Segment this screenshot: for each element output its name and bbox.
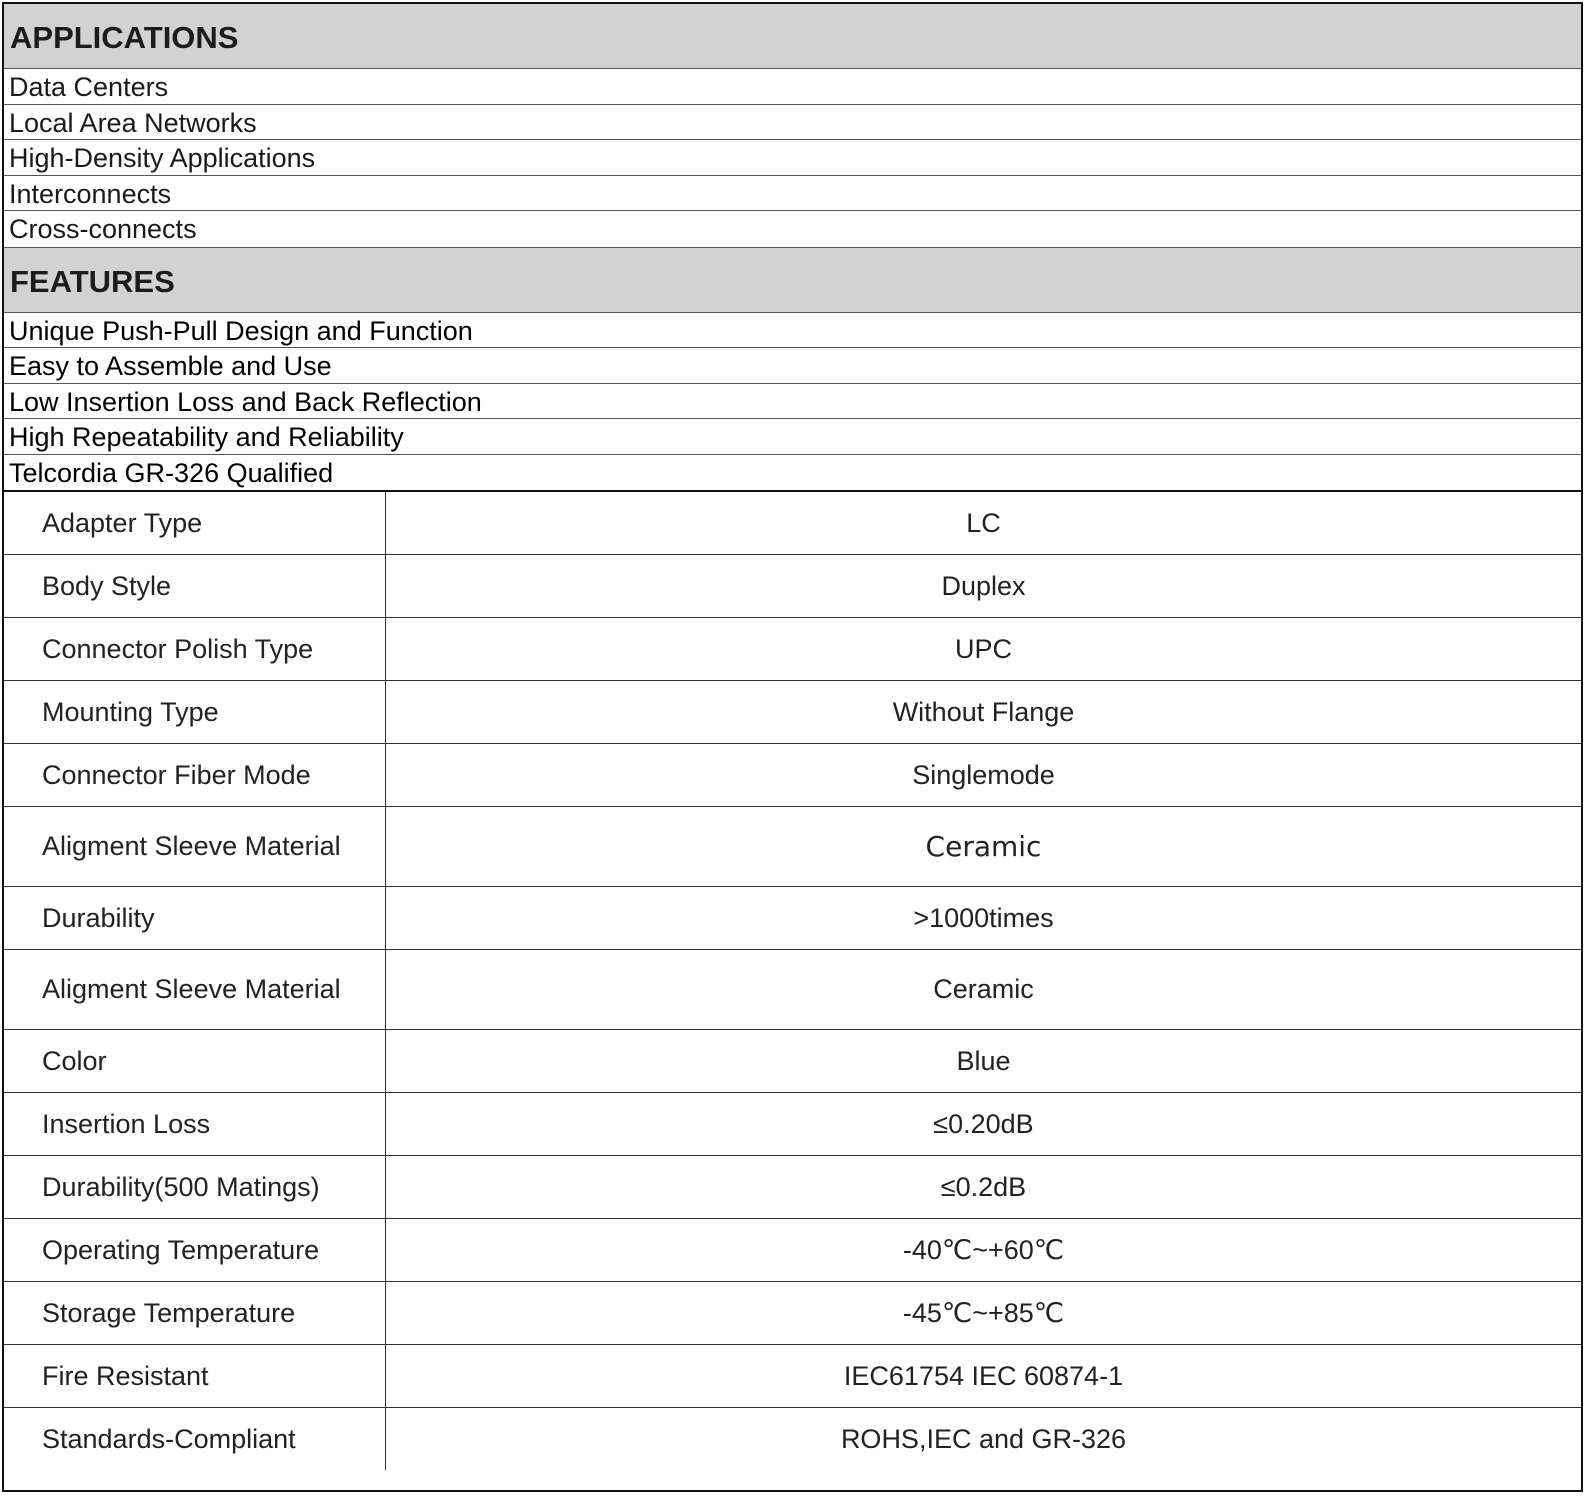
- spec-value: Ceramic: [925, 830, 1042, 863]
- table-row: [4, 681, 1581, 744]
- spec-label: Adapter Type: [4, 492, 386, 554]
- features-list: [4, 313, 1581, 491]
- spec-value: UPC: [954, 633, 1012, 664]
- spec-value: >1000times: [913, 902, 1054, 933]
- spec-value: IEC61754 IEC 60874-1: [843, 1360, 1124, 1391]
- spec-label: Insertion Loss: [4, 1093, 386, 1155]
- spec-value: ≤0.20dB: [933, 1108, 1034, 1139]
- list-item: Interconnects: [4, 176, 1581, 212]
- list-item: Telcordia GR-326 Qualified: [9, 457, 334, 488]
- list-item: Data Centers: [4, 69, 1581, 105]
- table-row: [4, 807, 1581, 887]
- list-item: Local Area Networks: [4, 105, 1581, 141]
- table-row: [4, 492, 1581, 555]
- table-row: [4, 1156, 1581, 1219]
- spec-label: Fire Resistant: [4, 1345, 386, 1407]
- features-heading: FEATURES: [4, 247, 1581, 313]
- table-row: [4, 887, 1581, 950]
- list-item: High Repeatability and Reliability: [4, 419, 1581, 455]
- spec-label: Aligment Sleeve Material: [4, 807, 386, 886]
- spec-value: Duplex: [941, 570, 1026, 601]
- spec-label: Connector Fiber Mode: [4, 744, 386, 806]
- spec-table: [4, 490, 1581, 1470]
- table-row: [4, 1219, 1581, 1282]
- spec-label: Body Style: [4, 555, 386, 617]
- list-item: High-Density Applications: [4, 140, 1581, 176]
- spec-value: Ceramic: [933, 974, 1034, 1004]
- spec-label: Storage Temperature: [4, 1282, 386, 1344]
- spec-value: ≤0.2dB: [940, 1171, 1027, 1202]
- list-item: Cross-connects: [9, 214, 197, 244]
- table-row: [4, 555, 1581, 618]
- table-row: [4, 1408, 1581, 1470]
- table-row: [4, 1030, 1581, 1093]
- spec-value: -40℃~+60℃: [902, 1234, 1065, 1265]
- table-row: [4, 618, 1581, 681]
- spec-label: Operating Temperature: [4, 1219, 386, 1281]
- spec-label: Mounting Type: [4, 681, 386, 743]
- table-row: [4, 950, 1581, 1030]
- list-item: Easy to Assemble and Use: [4, 348, 1581, 384]
- spec-value: LC: [966, 507, 1001, 538]
- spec-label: Durability(500 Matings): [4, 1156, 386, 1218]
- applications-list: [4, 69, 1581, 247]
- spec-value: Blue: [956, 1045, 1011, 1076]
- spec-value: Without Flange: [892, 696, 1075, 727]
- spec-label: Aligment Sleeve Material: [4, 950, 386, 1029]
- spec-sheet: [2, 2, 1583, 1492]
- spec-value: -45℃~+85℃: [902, 1297, 1065, 1328]
- spec-label: Standards-Compliant: [4, 1408, 386, 1470]
- spec-value: Singlemode: [912, 759, 1055, 790]
- spec-value: ROHS,IEC and GR-326: [840, 1423, 1127, 1454]
- list-item: Low Insertion Loss and Back Reflection: [4, 384, 1581, 420]
- table-row: [4, 1345, 1581, 1408]
- spec-label: Connector Polish Type: [4, 618, 386, 680]
- spec-label: Color: [4, 1030, 386, 1092]
- table-row: [4, 1282, 1581, 1345]
- applications-heading: APPLICATIONS: [4, 4, 1581, 69]
- spec-label: Durability: [4, 887, 386, 949]
- list-item: Unique Push-Pull Design and Function: [4, 313, 1581, 349]
- table-row: [4, 1093, 1581, 1156]
- table-row: [4, 744, 1581, 807]
